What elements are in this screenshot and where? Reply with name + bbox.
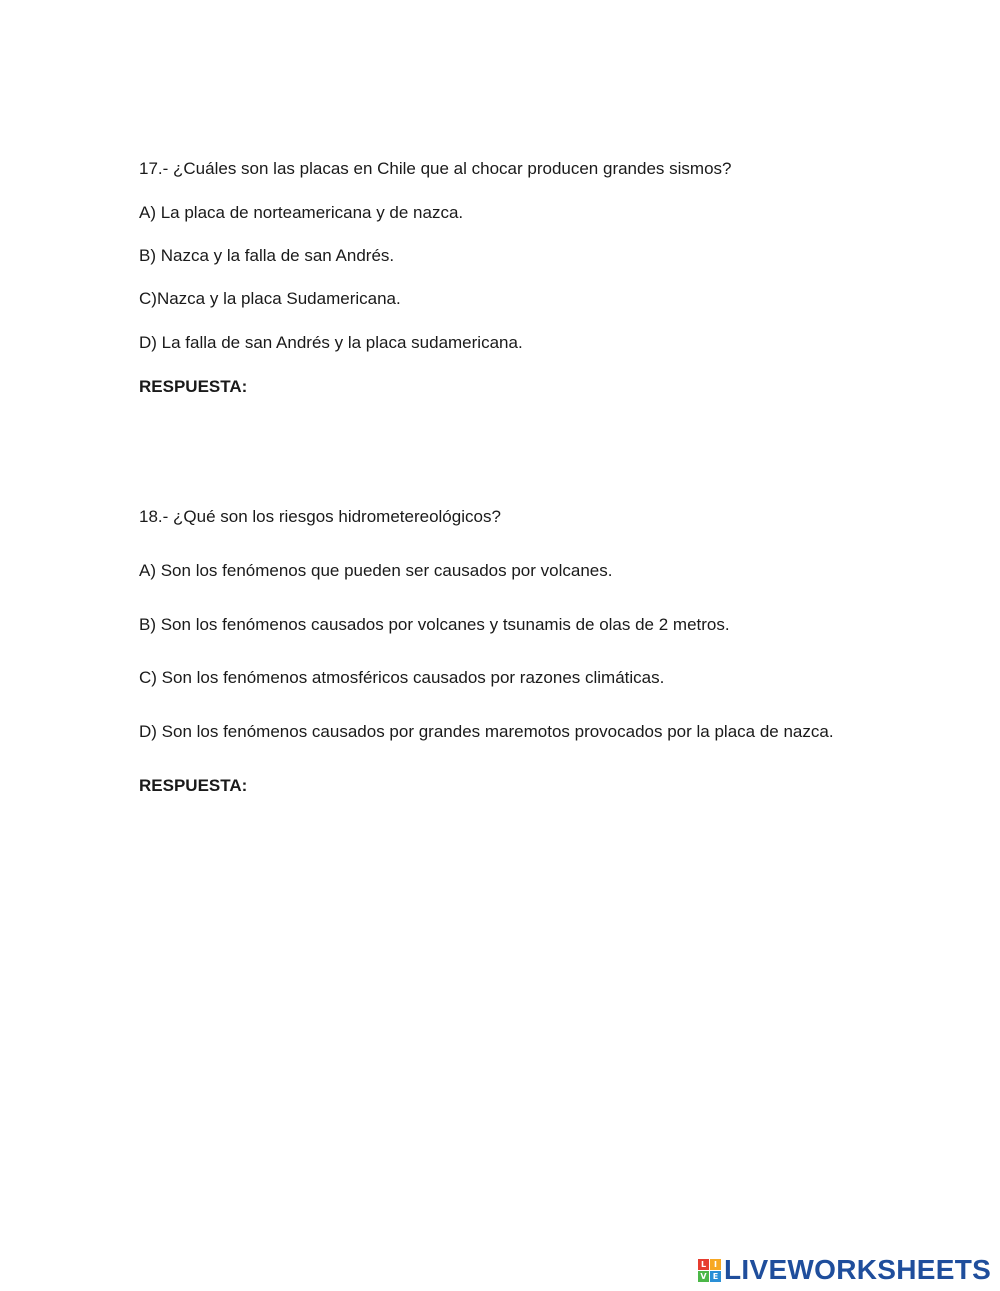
logo-block-i: I — [710, 1259, 721, 1270]
question-17-option-a: A) La placa de norteamericana y de nazca. — [139, 203, 464, 222]
question-17-text: 17.- ¿Cuáles son las placas en Chile que al chocar producen grandes sismos? — [139, 159, 732, 178]
question-17-answer-label: RESPUESTA: — [139, 377, 248, 396]
question-18-text: 18.- ¿Qué son los riesgos hidrometereológicos? — [139, 507, 501, 526]
question-18-answer-label: RESPUESTA: — [139, 776, 248, 795]
logo-block-l: L — [698, 1259, 709, 1270]
question-18-option-c: C) Son los fenómenos atmosféricos causados por razones climáticas. — [139, 668, 665, 687]
liveworksheets-logo — [698, 1255, 991, 1285]
question-17-option-b: B) Nazca y la falla de san Andrés. — [139, 246, 395, 265]
question-18-option-a: A) Son los fenómenos que pueden ser causados por volcanes. — [139, 561, 613, 580]
logo-block-v: V — [698, 1271, 709, 1282]
logo-text: LIVEWORKSHEETS — [724, 1254, 992, 1285]
question-17-option-d: D) La falla de san Andrés y la placa sudamericana. — [139, 333, 523, 352]
question-17-option-c: C)Nazca y la placa Sudamericana. — [139, 289, 401, 308]
question-18-option-b: B) Son los fenómenos causados por volcanes y tsunamis de olas de 2 metros. — [139, 615, 730, 634]
logo-block-e: E — [710, 1271, 721, 1282]
question-18-option-d: D) Son los fenómenos causados por grandes maremotos provocados por la placa de nazca. — [139, 722, 834, 741]
logo-blocks-icon — [698, 1259, 721, 1282]
